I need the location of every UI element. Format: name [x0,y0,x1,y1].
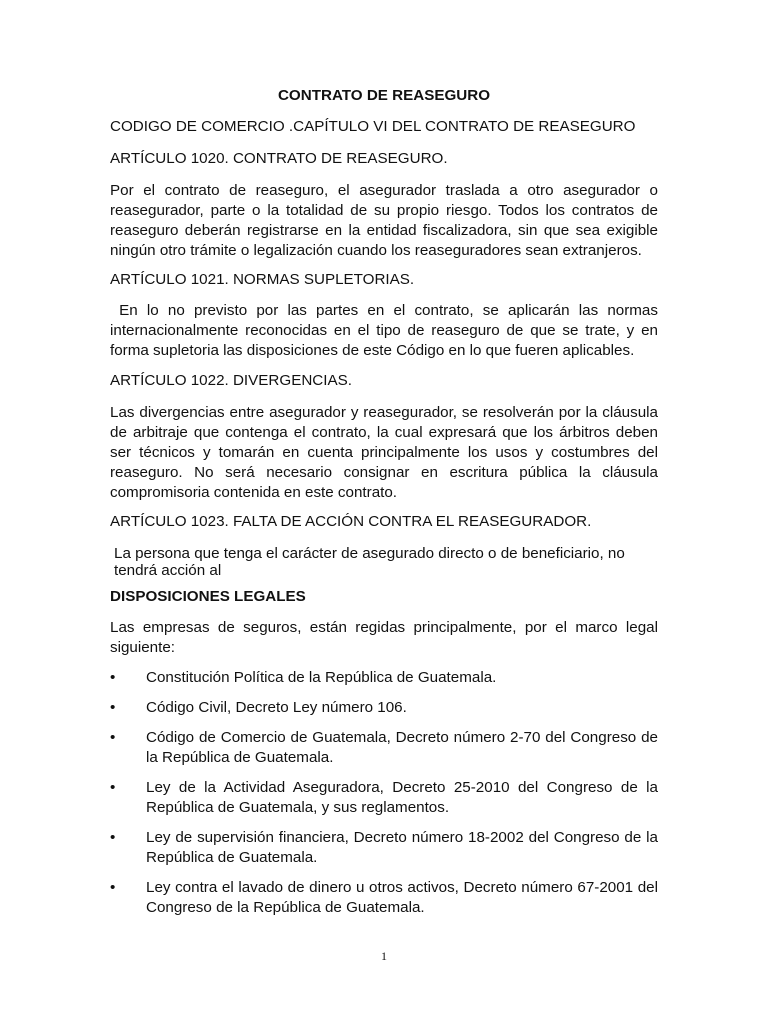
legal-list-item-text: Ley de supervisión financiera, Decreto número 18-2002 del Congreso de la República de Guatemala. [146,829,658,866]
legal-intro: Las empresas de seguros, están regidas principalmente, por el marco legal siguiente: [110,619,658,656]
bullet-icon: • [110,829,116,846]
bullet-icon: • [110,669,116,686]
article-1020-heading: ARTÍCULO 1020. CONTRATO DE REASEGURO. [110,150,448,167]
article-1022-heading: ARTÍCULO 1022. DIVERGENCIAS. [110,372,352,389]
document-subtitle: CODIGO DE COMERCIO .CAPÍTULO VI DEL CONTRATO DE REASEGURO [110,118,636,135]
bullet-icon: • [110,779,116,796]
article-1023-body-line2: tendrá acción al [114,562,222,579]
bullet-icon: • [110,699,116,716]
page-number: 1 [381,949,387,963]
article-1023-body-line1: La persona que tenga el carácter de asegurado directo o de beneficiario, no [114,545,625,562]
article-1021-body: En lo no previsto por las partes en el contrato, se aplicarán las normas internacionalmente reconocidas en el tipo de reaseguro de que se trate, y en forma supletoria las disposiciones de este Código en lo que fueren aplicables. [110,302,663,359]
legal-heading: DISPOSICIONES LEGALES [110,588,306,605]
legal-list-item-text: Código de Comercio de Guatemala, Decreto número 2-70 del Congreso de la República de Guatemala. [146,729,658,766]
article-1021-heading: ARTÍCULO 1021. NORMAS SUPLETORIAS. [110,271,415,288]
legal-list-item-text: Ley de la Actividad Aseguradora, Decreto 25-2010 del Congreso de la República de Guatemala, y sus reglamentos. [146,779,658,816]
document-title: CONTRATO DE REASEGURO [277,87,491,104]
legal-list-item-text: Código Civil, Decreto Ley número 106. [146,699,407,716]
legal-list-item-text: Constitución Política de la República de Guatemala. [146,669,497,686]
bullet-icon: • [110,729,116,746]
article-1020-body: Por el contrato de reaseguro, el asegurador traslada a otro asegurador o reasegurador, parte o la totalidad de su propio riesgo. Todos los contratos de reaseguro deberán registrarse en la entidad fiscalizadora, sin que sea exigible ningún otro trámite o legalización cuando los reaseguradores sean extranjeros. [110,182,658,259]
article-1023-heading: ARTÍCULO 1023. FALTA DE ACCIÓN CONTRA EL REASEGURADOR. [110,513,592,530]
article-1022-body: Las divergencias entre asegurador y reasegurador, se resolverán por la cláusula de arbitraje que contenga el contrato, la cual expresará que los árbitros deben ser técnicos y tomarán en cuenta principalmente los usos y costumbres del reaseguro. No será necesario consignar en escritura pública la cláusula compromisoria contenida en este contrato. [110,404,658,501]
legal-list-item-text: Ley contra el lavado de dinero u otros activos, Decreto número 67-2001 del Congreso de la República de Guatemala. [146,879,658,916]
bullet-icon: • [110,879,116,896]
